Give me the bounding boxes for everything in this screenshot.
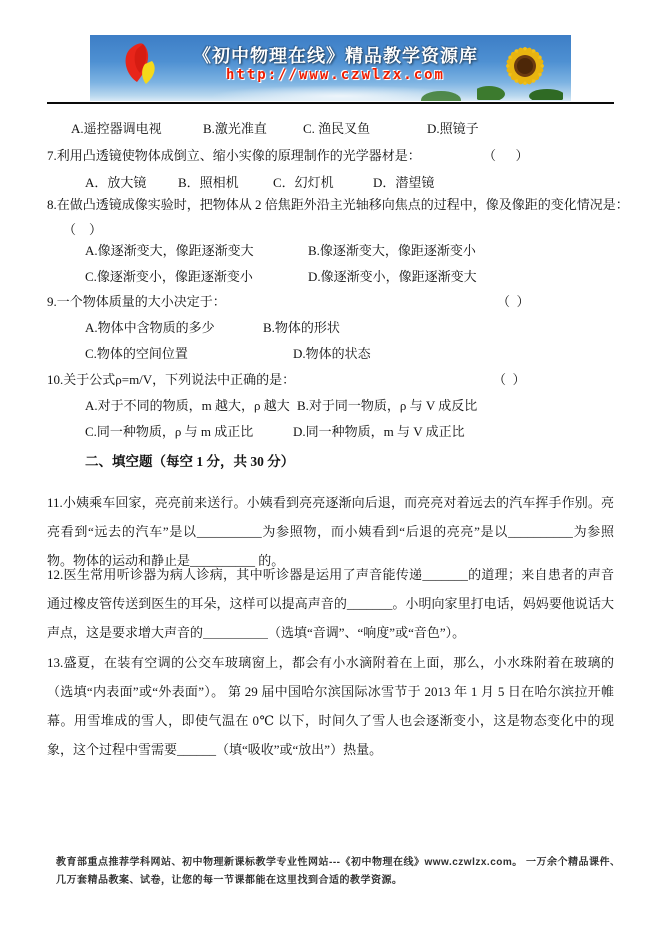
q10-options-row-2: [47, 421, 614, 447]
q9-stem-row: [47, 291, 614, 317]
q9-option-a: A.物体中含物质的多少: [85, 320, 215, 335]
footer-line-1: 教育部重点推荐学科网站、初中物理新课标教学专业性网站---《初中物理在线》www.czwlzx.com。 一万余个精品课件、: [56, 857, 621, 868]
q10-option-d: D.同一种物质，m 与 V 成正比: [293, 424, 465, 439]
q6-option-b: B.激光准直: [203, 121, 267, 136]
q8-option-c: C.像逐渐变小，像距逐渐变小: [85, 269, 253, 284]
q9-option-c: C.物体的空间位置: [85, 346, 188, 361]
q7-option-d: D．潜望镜: [373, 175, 435, 190]
q8-stem: 8.在做凸透镜成像实验时，把物体从 2 倍焦距外沿主光轴移向焦点的过程中，像及像距的变化情况是：: [47, 197, 629, 212]
question-12: 12.医生常用听诊器为病人诊病，其中听诊器是运用了声音能传递_______的道理；来自患者的声音通过橡皮管传送到医生的耳朵，这样可以提高声音的_______。小明向家里打电话，妈妈要他说话大声点，这是要求增大声音的＿＿＿＿＿（选填“音调”、“响度”或“音色”）。: [47, 567, 614, 640]
q10-stem: 10.关于公式ρ=m/V，下列说法中正确的是：: [47, 372, 296, 387]
q6-option-d: D.照镜子: [427, 121, 479, 136]
section2-heading-row: [47, 450, 614, 476]
q10-answer-bracket: （ ）: [493, 372, 526, 387]
q9-answer-bracket: （ ）: [497, 294, 530, 309]
q6-option-c: C. 渔民叉鱼: [303, 121, 371, 136]
q10-option-b: B.对于同一物质，ρ 与 V 成反比: [297, 398, 478, 413]
question-11: 11.小姨乘车回家，亮亮前来送行。小姨看到亮亮逐渐向后退，而亮亮对着远去的汽车挥手作别。亮亮看到“远去的汽车”是以__________为参照物，而小姨看到“后退的亮亮”是以__________为参照物。物体的运动和静止是__________ 的。: [47, 495, 614, 568]
q10-option-c: C.同一种物质，ρ 与 m 成正比: [85, 424, 254, 439]
q8-option-d: D.像逐渐变小，像距逐渐变大: [308, 269, 477, 284]
q7-stem: 7.利用凸透镜使物体成倒立、缩小实像的原理制作的光学器材是：: [47, 148, 421, 163]
footer-line-2: 几万套精品教案、试卷，让您的每一节课都能在这里找到合适的教学资源。: [56, 875, 403, 886]
banner-title: 《初中物理在线》精品教学资源库: [193, 46, 478, 66]
q7-option-c: C．幻灯机: [273, 175, 334, 190]
q9-stem: 9.一个物体质量的大小决定于：: [47, 294, 226, 309]
q7-stem-row: [47, 145, 614, 171]
q7-option-a: A．放大镜: [85, 175, 147, 190]
header-divider: [47, 102, 614, 104]
section2-heading: 二、填空题（每空 1 分，共 30 分）: [85, 454, 295, 469]
q8-answer-bracket: （ ）: [63, 222, 103, 237]
q10-option-a: A.对于不同的物质，m 越大，ρ 越大: [85, 398, 290, 413]
q10-options-row-1: [47, 395, 614, 421]
q6-options-row: [47, 118, 614, 144]
site-logo-icon: [112, 41, 166, 100]
banner-url: http://www.czwlzx.com: [225, 67, 445, 83]
q9-option-b: B.物体的形状: [263, 320, 340, 335]
site-banner: [90, 35, 571, 101]
q10-stem-row: [47, 369, 614, 395]
q9-option-d: D.物体的状态: [293, 346, 371, 361]
sunflower-icon: [477, 36, 563, 101]
q8-option-b: B.像逐渐变大，像距逐渐变小: [308, 243, 476, 258]
q7-option-b: B．照相机: [178, 175, 239, 190]
q8-options-row-1: [47, 240, 614, 266]
question-13: 13.盛夏，在装有空调的公交车玻璃窗上，都会有小水滴附着在上面，那么，小水珠附着在玻璃的（选填“内表面”或“外表面”）。 第 29 届中国哈尔滨国际冰雪节于 2013 年 1 月 5 日在哈尔滨拉开帷幕。用雪堆成的雪人，即使气温在 0℃ 以下，时间久了雪人也会逐渐变小，这是物态变化中的现象，这个过程中雪需要______（填“吸收”或“放出”）热量。: [47, 655, 614, 757]
q8-options-row-2: [47, 266, 614, 292]
q8-option-a: A.像逐渐变大，像距逐渐变大: [85, 243, 254, 258]
q7-answer-bracket: （ ）: [483, 148, 529, 163]
q9-options-row-2: [47, 343, 614, 369]
q9-options-row-1: [47, 317, 614, 343]
q6-option-a: A.遥控器调电视: [71, 121, 162, 136]
q8-stem-row: [47, 194, 629, 220]
